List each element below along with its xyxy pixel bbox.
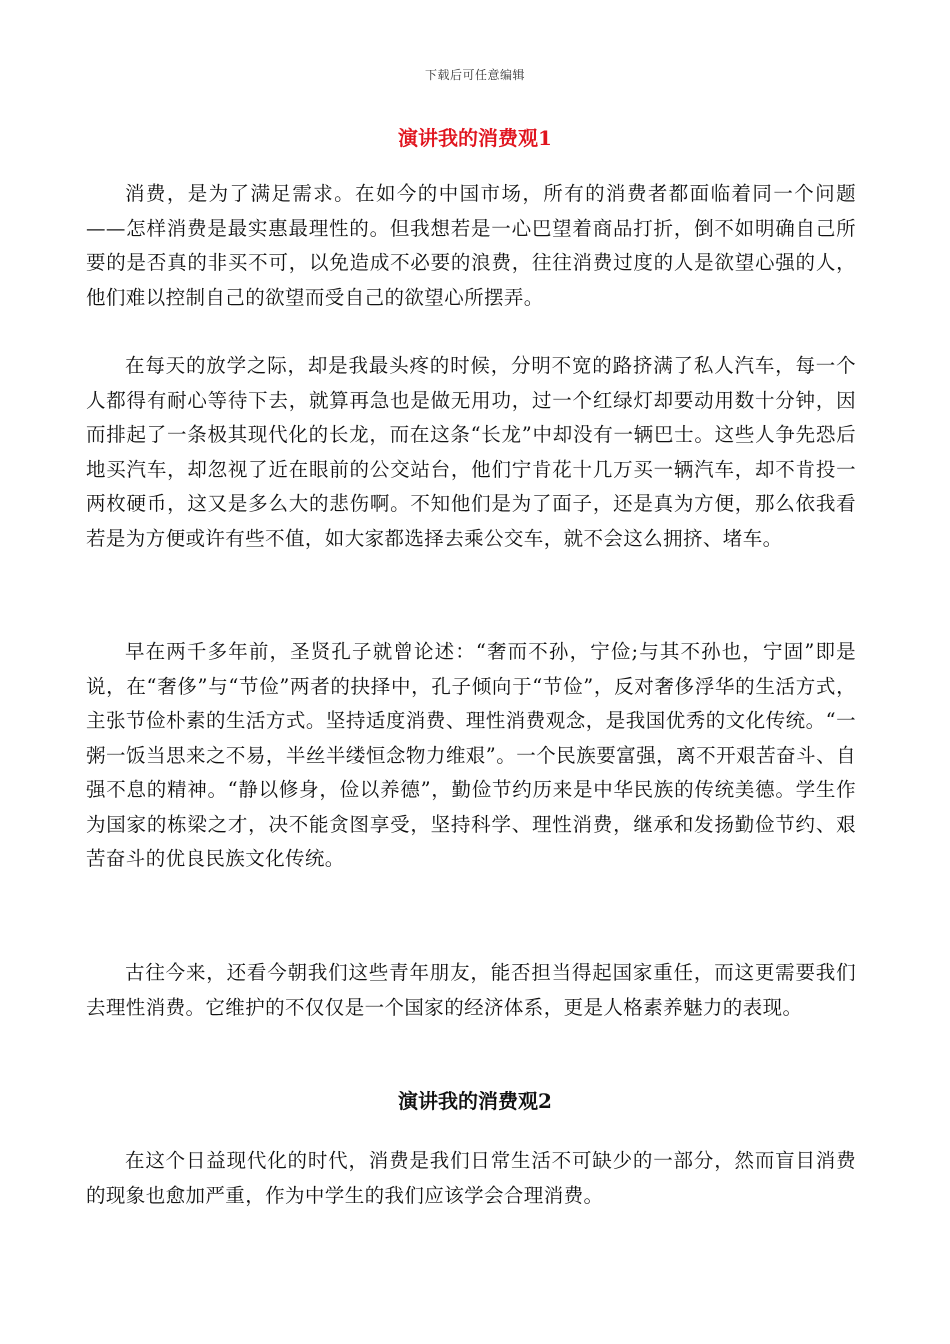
paragraph-4: 古往今来，还看今朝我们这些青年朋友，能否担当得起国家重任，而这更需要我们去理性消费。它维护的不仅仅是一个国家的经济体系，更是人格素养魅力的表现。: [86, 961, 856, 1019]
header-note: 下载后可任意编辑: [424, 68, 525, 82]
paragraph-3: 早在两千多年前，圣贤孔子就曾论述：“奢而不孙，宁俭;与其不孙也，宁固”即是说，在“奢侈”与“节俭”两者的抉择中，孔子倾向于“节俭”，反对奢侈浮华的生活方式，主张节俭朴素的生活方式。坚持适度消费、理性消费观念，是我国优秀的文化传统。“一粥一饭当思来之不易，半丝半缕恒念物力维艰”。一个民族要富强，离不开艰苦奋斗、自强不息的精神。“静以修身，俭以养德”，勤俭节约历来是中华民族的传统美德。学生作为国家的栋梁之才，决不能贪图享受，坚持科学、理性消费，继承和发扬勤俭节约、艰苦奋斗的优良民族文化传统。: [86, 640, 856, 870]
paragraph-5: 在这个日益现代化的时代，消费是我们日常生活不可缺少的一部分，然而盲目消费的现象也愈加严重，作为中学生的我们应该学会合理消费。: [86, 1149, 856, 1207]
section-title-2: 演讲我的消费观2: [398, 1089, 552, 1113]
section-title-1: 演讲我的消费观1: [398, 126, 552, 150]
paragraph-1: 消费，是为了满足需求。在如今的中国市场，所有的消费者都面临着同一个问题——怎样消费是最实惠最理性的。但我想若是一心巴望着商品打折，倒不如明确自己所要的是否真的非买不可，以免造成不必要的浪费，往往消费过度的人是欲望心强的人，他们难以控制自己的欲望而受自己的欲望心所摆弄。: [86, 182, 856, 309]
paragraph-2: 在每天的放学之际，却是我最头疼的时候，分明不宽的路挤满了私人汽车，每一个人都得有耐心等待下去，就算再急也是做无用功，过一个红绿灯却要动用数十分钟，因而排起了一条极其现代化的长龙，而在这条“长龙”中却没有一辆巴士。这些人争先恐后地买汽车，却忽视了近在眼前的公交站台，他们宁肯花十几万买一辆汽车，却不肯投一两枚硬币，这又是多么大的悲伤啊。不知他们是为了面子，还是真为方便，那么依我看若是为方便或许有些不值，如大家都选择去乘公交车，就不会这么拥挤、堵车。: [86, 354, 856, 550]
